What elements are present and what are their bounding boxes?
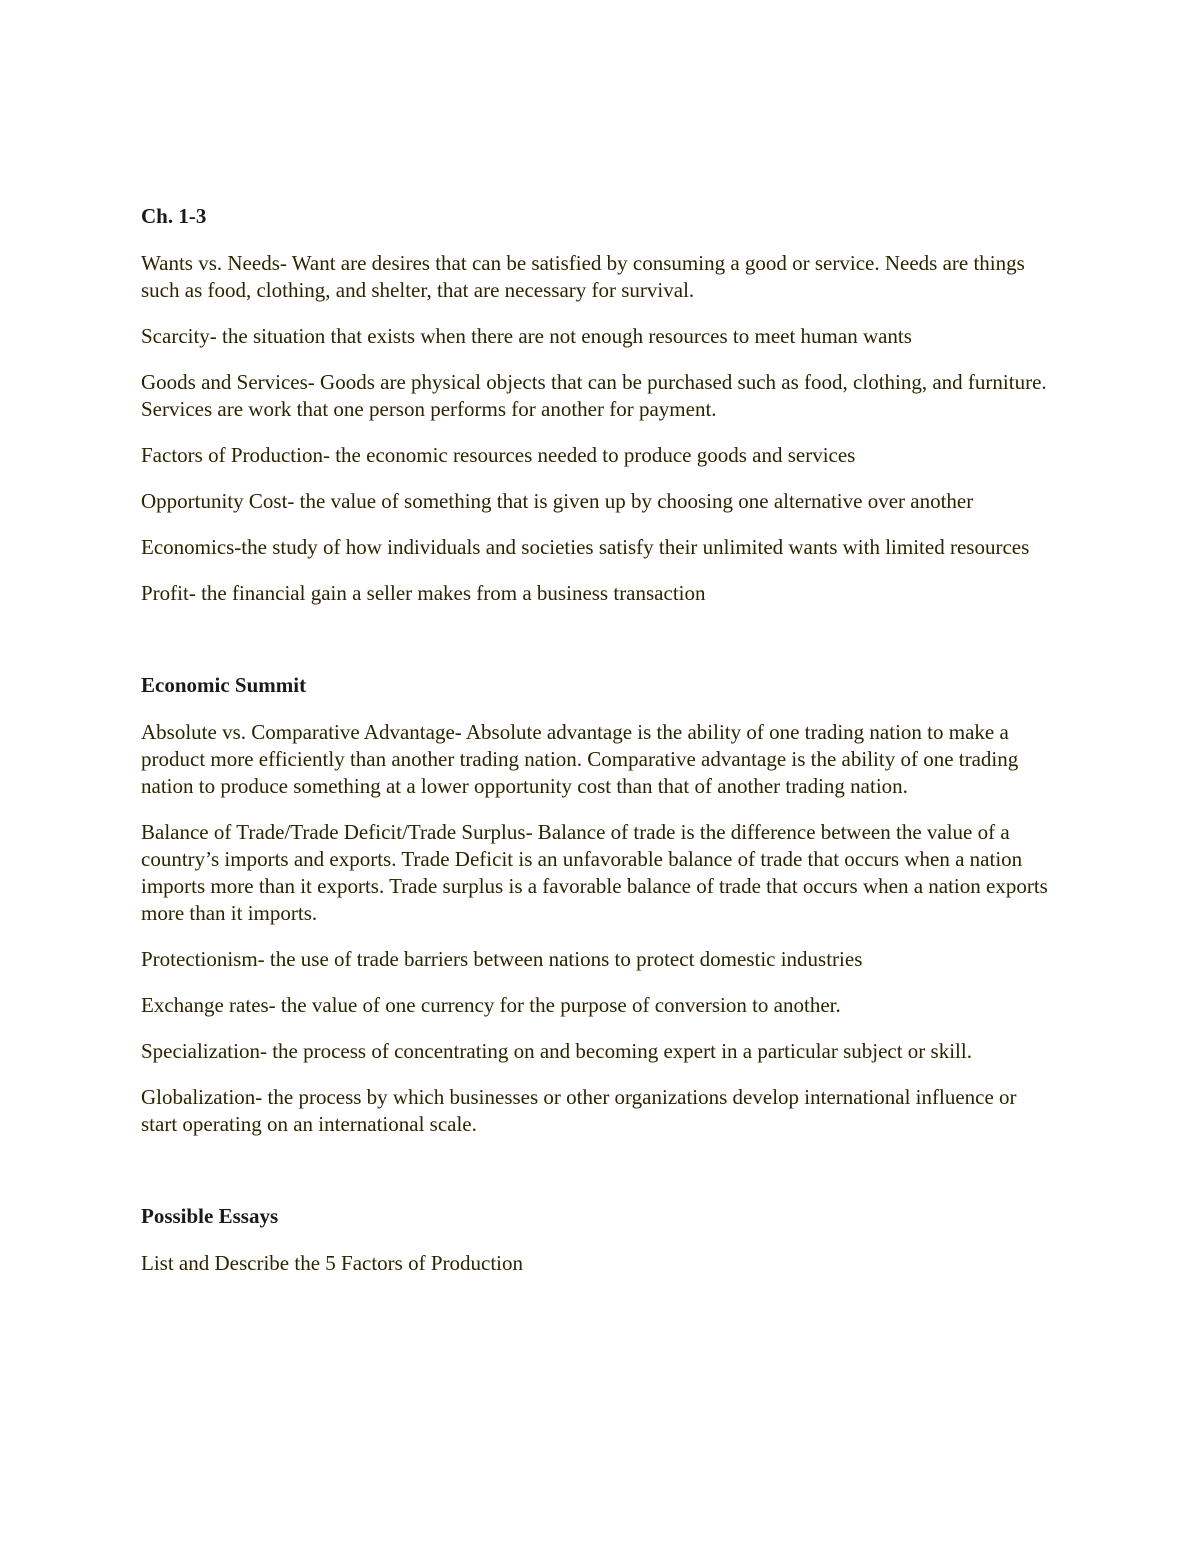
term-scarcity: Scarcity- the situation that exists when there are not enough resources to meet human wants [141, 324, 912, 348]
term-opportunity-cost: Opportunity Cost- the value of something that is given up by choosing one alternative over another [141, 489, 974, 513]
term-balance-of-trade: Balance of Trade/Trade Deficit/Trade Surplus- Balance of trade is the difference between the value of a country’s imports and exports. Trade Deficit is an unfavorable balance of trade that occurs when a nation imports more than it exports. Trade surplus is a favorable balance of trade that occurs when a nation exports more than it imports. [141, 820, 1048, 925]
term-economics: Economics-the study of how individuals and societies satisfy their unlimited wants with limited resources [141, 535, 1030, 559]
term-protectionism: Protectionism- the use of trade barriers between nations to protect domestic industries [141, 947, 863, 971]
document-content [141, 203, 1056, 1296]
section-heading: Economic Summit [141, 673, 307, 697]
term-specialization: Specialization- the process of concentrating on and becoming expert in a particular subject or skill. [141, 1039, 972, 1063]
section-spacer [141, 626, 1056, 672]
section-possible-essays [141, 1203, 1056, 1277]
section-heading: Possible Essays [141, 1204, 279, 1228]
term-factors-of-production: Factors of Production- the economic resources needed to produce goods and services [141, 443, 856, 467]
term-profit: Profit- the financial gain a seller makes from a business transaction [141, 581, 706, 605]
section-spacer [141, 1157, 1056, 1203]
term-absolute-vs-comparative-advantage: Absolute vs. Comparative Advantage- Absolute advantage is the ability of one trading nation to make a product more efficiently than another trading nation. Comparative advantage is the ability of one trading nation to produce something at a lower opportunity cost than that of another trading nation. [141, 720, 1019, 798]
section-heading: Ch. 1-3 [141, 204, 207, 228]
term-globalization: Globalization- the process by which businesses or other organizations develop international influence or start operating on an international scale. [141, 1085, 1017, 1136]
essay-item: List and Describe the 5 Factors of Production [141, 1251, 523, 1275]
term-exchange-rates: Exchange rates- the value of one currency for the purpose of conversion to another. [141, 993, 841, 1017]
term-wants-vs-needs: Wants vs. Needs- Want are desires that can be satisfied by consuming a good or service. Needs are things such as food, clothing, and shelter, that are necessary for survival. [141, 251, 1025, 302]
section-economic-summit [141, 672, 1056, 1138]
section-ch-1-3 [141, 203, 1056, 607]
term-goods-and-services: Goods and Services- Goods are physical objects that can be purchased such as food, clothing, and furniture. Services are work that one person performs for another for payment. [141, 370, 1047, 421]
